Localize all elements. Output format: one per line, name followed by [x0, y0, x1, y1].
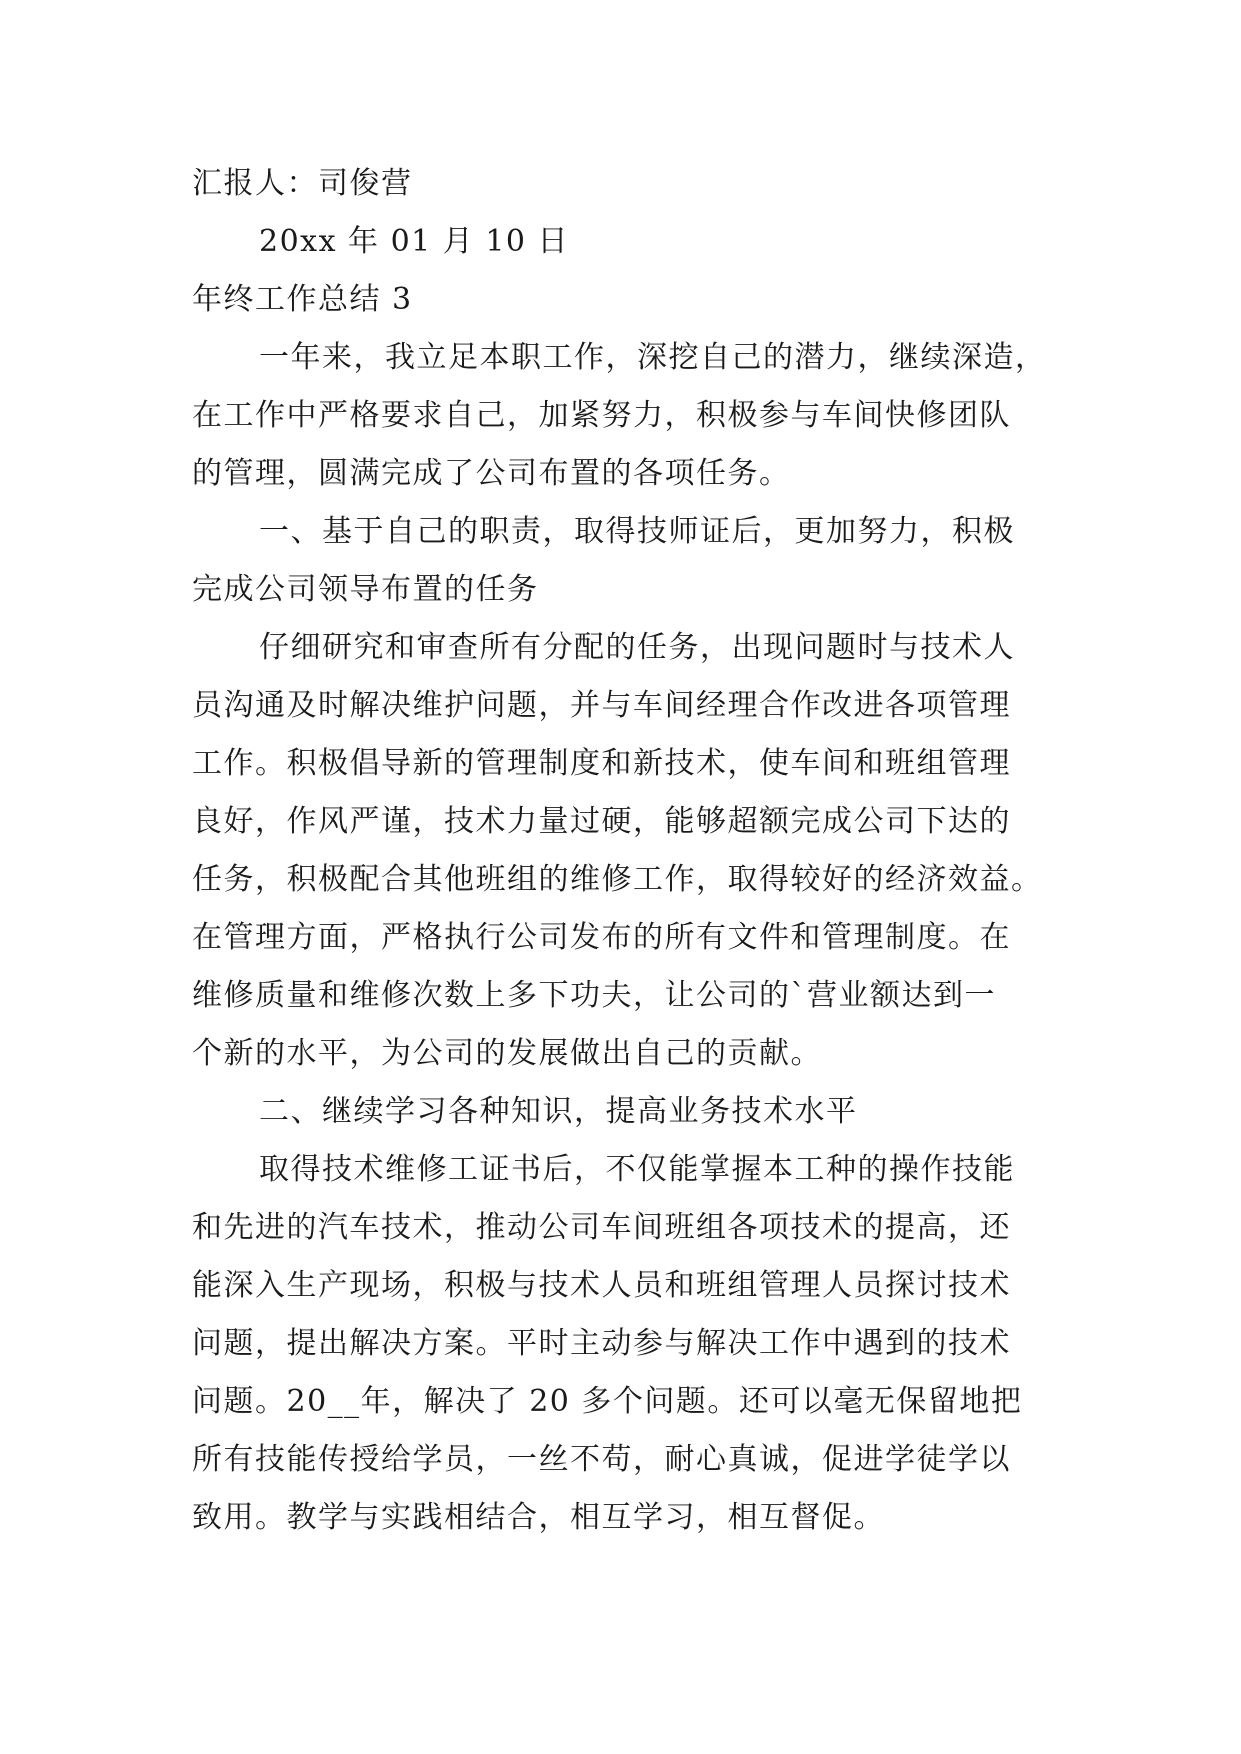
text-line: 一、基于自己的职责，取得技师证后，更加努力，积极	[259, 514, 1015, 549]
text-line: 完成公司领导布置的任务	[192, 572, 539, 607]
text-line: 致用。教学与实践相结合，相互学习，相互督促。	[192, 1500, 885, 1535]
text-line: 的管理，圆满完成了公司布置的各项任务。	[192, 456, 791, 491]
text-line: 在管理方面，严格执行公司发布的所有文件和管理制度。在	[192, 920, 1011, 955]
text-line: 取得技术维修工证书后，不仅能掌握本工种的操作技能	[259, 1152, 1015, 1187]
text-line: 和先进的汽车技术，推动公司车间班组各项技术的提高，还	[192, 1210, 1011, 1245]
heading-two: 二、继续学习各种知识，提高业务技术水平	[259, 1094, 858, 1129]
text-line: 个新的水平，为公司的发展做出自己的贡献。	[192, 1036, 822, 1071]
text-line: 一年来，我立足本职工作，深挖自己的潜力，继续深造，	[259, 340, 1047, 375]
text-line: 任务，积极配合其他班组的维修工作，取得较好的经济效益。	[192, 862, 1043, 897]
reporter-line: 汇报人：司俊营	[192, 166, 413, 201]
paragraph-one	[192, 619, 1057, 1083]
heading-one	[192, 503, 1057, 619]
section-title: 年终工作总结 3	[192, 282, 413, 317]
intro-paragraph	[192, 329, 1057, 503]
text-line: 所有技能传授给学员，一丝不苟，耐心真诚，促进学徒学以	[192, 1442, 1011, 1477]
paragraph-two	[192, 1141, 1057, 1547]
text-line: 能深入生产现场，积极与技术人员和班组管理人员探讨技术	[192, 1268, 1011, 1303]
text-line: 仔细研究和审查所有分配的任务，出现问题时与技术人	[259, 630, 1015, 665]
text-line: 维修质量和维修次数上多下功夫，让公司的`营业额达到一	[192, 978, 996, 1013]
text-line: 在工作中严格要求自己，加紧努力，积极参与车间快修团队	[192, 398, 1011, 433]
text-line: 员沟通及时解决维护问题，并与车间经理合作改进各项管理	[192, 688, 1011, 723]
text-line: 工作。积极倡导新的管理制度和新技术，使车间和班组管理	[192, 746, 1011, 781]
text-line: 问题，提出解决方案。平时主动参与解决工作中遇到的技术	[192, 1326, 1011, 1361]
text-line: 问题。20__年，解决了 20 多个问题。还可以毫无保留地把	[192, 1384, 1023, 1419]
report-date: 20xx 年 01 月 10 日	[259, 224, 570, 259]
document-page	[192, 155, 1057, 1547]
text-line: 良好，作风严谨，技术力量过硬，能够超额完成公司下达的	[192, 804, 1011, 839]
